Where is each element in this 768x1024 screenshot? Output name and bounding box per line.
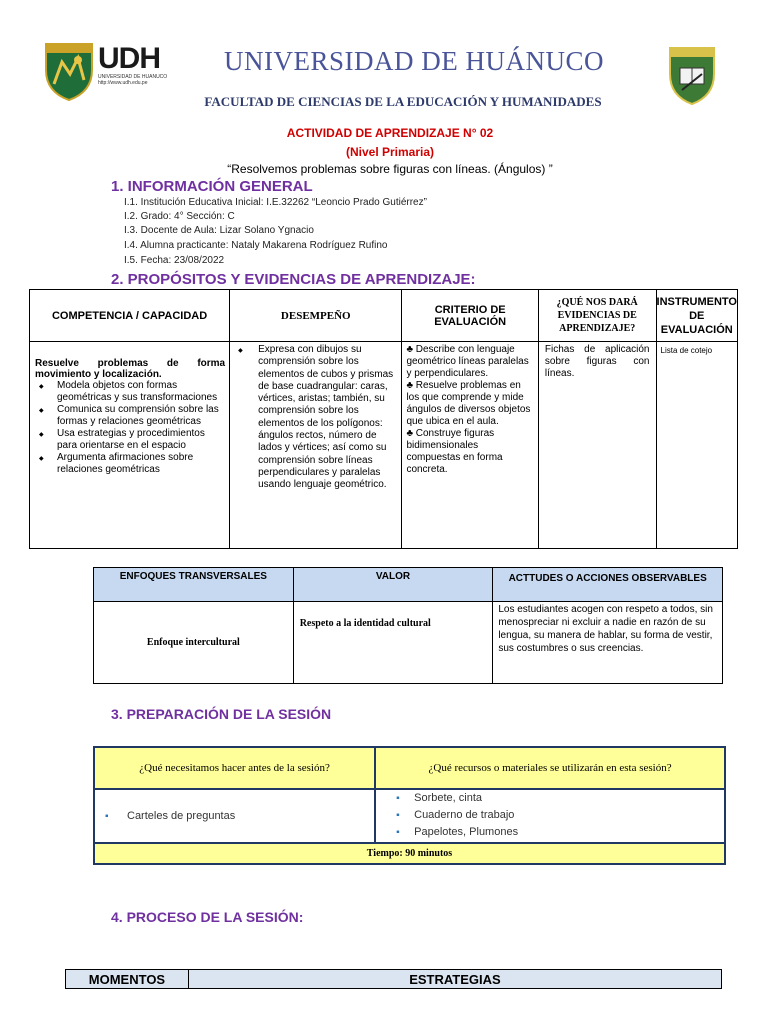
competencia-list [35,380,225,476]
activity-quote: “Resolvemos problemas sobre figuras con líneas. (Ángulos) ” [227,162,553,176]
list-item: ▪ Sorbete, cinta [392,790,724,807]
col-header: ACTTUDES O ACCIONES OBSERVABLES [493,568,723,602]
evidencia-cell: Fichas de aplicación sobre figuras con líneas. [538,342,656,549]
section-heading-general-info: 1. INFORMACIÓN GENERAL [111,178,313,195]
list-item: ♣ Resuelve problemas en los que comprende y mide ángulos de diversos objetos que ubica en el aula. [406,380,531,427]
question-before: ¿Qué necesitamos hacer antes de la sesión? [94,747,375,789]
info-line: I.3. Docente de Aula: Lizar Solano Ygnacio [124,225,314,236]
criterio-list [406,344,533,476]
instrumento-cell: Lista de cotejo [656,342,738,549]
list-item: ▪ Cuaderno de trabajo [392,807,724,824]
col-header: VALOR [293,568,493,602]
col-header: CRITERIO DE EVALUACIÓN [402,290,538,342]
desempeno-cell [230,342,402,549]
desempeno-list [234,344,397,492]
faculty-title: FACULTAD DE CIENCIAS DE LA EDUCACIÓN Y HUMANIDADES [204,94,602,109]
udh-logo-url: http://www.udh.edu.pe [98,80,148,86]
activity-title: ACTIVIDAD DE APRENDIZAJE N° 02 [286,126,494,140]
materials-list [376,790,724,841]
preparation-table [93,746,726,865]
info-line: I.2. Grado: 4° Sección: C [124,211,235,222]
section-heading-purposes: 2. PROPÓSITOS Y EVIDENCIAS DE APRENDIZAJE: [111,271,476,288]
list-item: ◆ Usa estrategias y procedimientos para orientarse en el espacio [35,428,225,452]
col-header: ENFOQUES TRANSVERSALES [94,568,294,602]
enfoque-cell: Enfoque intercultural [94,602,294,684]
list-item: ♣ Describe con lenguaje geométrico líneas paralelas y perpendiculares. [406,344,529,379]
competencia-title: Resuelve problemas de forma movimiento y localización. [35,358,226,380]
list-item: ◆ Comunica su comprensión sobre las formas y relaciones geométricas [35,404,225,428]
list-item: ▪ Papelotes, Plumones [392,824,724,841]
competencia-cell [30,342,230,549]
col-header-estrategias: ESTRATEGIAS [188,970,721,989]
activity-level: (Nivel Primaria) [345,145,435,159]
enfoques-table [93,567,723,684]
materials-cell [375,789,725,843]
faculty-crest-icon [668,44,716,106]
list-item: ◆ Argumenta afirmaciones sobre relaciones geométricas [35,452,225,476]
list-item: ◆ Expresa con dibujos su comprensión sobre los elementos de cubos y prismas de base cuadrangular: caras, vértices, aristas; también, su comprensión sobre los elementos de los polígonos: ángulos rectos, número de lados y vértices; así como su comprensión sobre líneas perpendiculares y paralelas usando lenguaje geométrico. [234,344,397,492]
list-item: ♣ Construye figuras bidimensionales compuestas en forma concreta. [406,428,503,475]
col-header: DESEMPEÑO [230,290,402,342]
section-heading-process: 4. PROCESO DE LA SESIÓN: [111,909,304,925]
info-line: I.5. Fecha: 23/08/2022 [124,255,225,266]
col-header: COMPETENCIA / CAPACIDAD [30,290,230,342]
list-item: ◆ Modela objetos con formas geométricas y sus transformaciones [35,380,225,404]
col-header: INSTRUMENTO DE EVALUACIÓN [656,290,738,342]
purposes-table [29,289,738,549]
info-line: I.4. Alumna practicante: Nataly Makarena Rodríguez Rufino [124,240,388,251]
udh-logo-text: UDH [98,42,160,75]
actitudes-cell: Los estudiantes acogen con respeto a todos, sin menospreciar ni excluir a nadie en razón de su lengua, su manera de hablar, su forma de vestir, sus costumbres o sus creencias. [493,602,723,684]
session-time: Tiempo: 90 minutos [94,843,725,864]
valor-cell: Respeto a la identidad cultural [293,602,493,684]
udh-logo-subtitle: UNIVERSIDAD DE HUANUCO [98,74,168,80]
before-list [95,808,374,825]
col-header: ¿QUÉ NOS DARÁ EVIDENCIAS DE APRENDIZAJE? [538,290,656,342]
col-header-momentos: MOMENTOS [66,970,189,989]
before-cell [94,789,375,843]
info-line: I.1. Institución Educativa Inicial: I.E.32262 “Leoncio Prado Gutiérrez” [124,197,427,208]
list-item: ▪ Carteles de preguntas [101,808,374,825]
process-table [65,969,722,989]
criterio-cell [402,342,538,549]
section-heading-preparation: 3. PREPARACIÓN DE LA SESIÓN [111,706,332,722]
question-materials: ¿Qué recursos o materiales se utilizarán en esta sesión? [375,747,725,789]
university-title: UNIVERSIDAD DE HUÁNUCO [224,46,604,76]
